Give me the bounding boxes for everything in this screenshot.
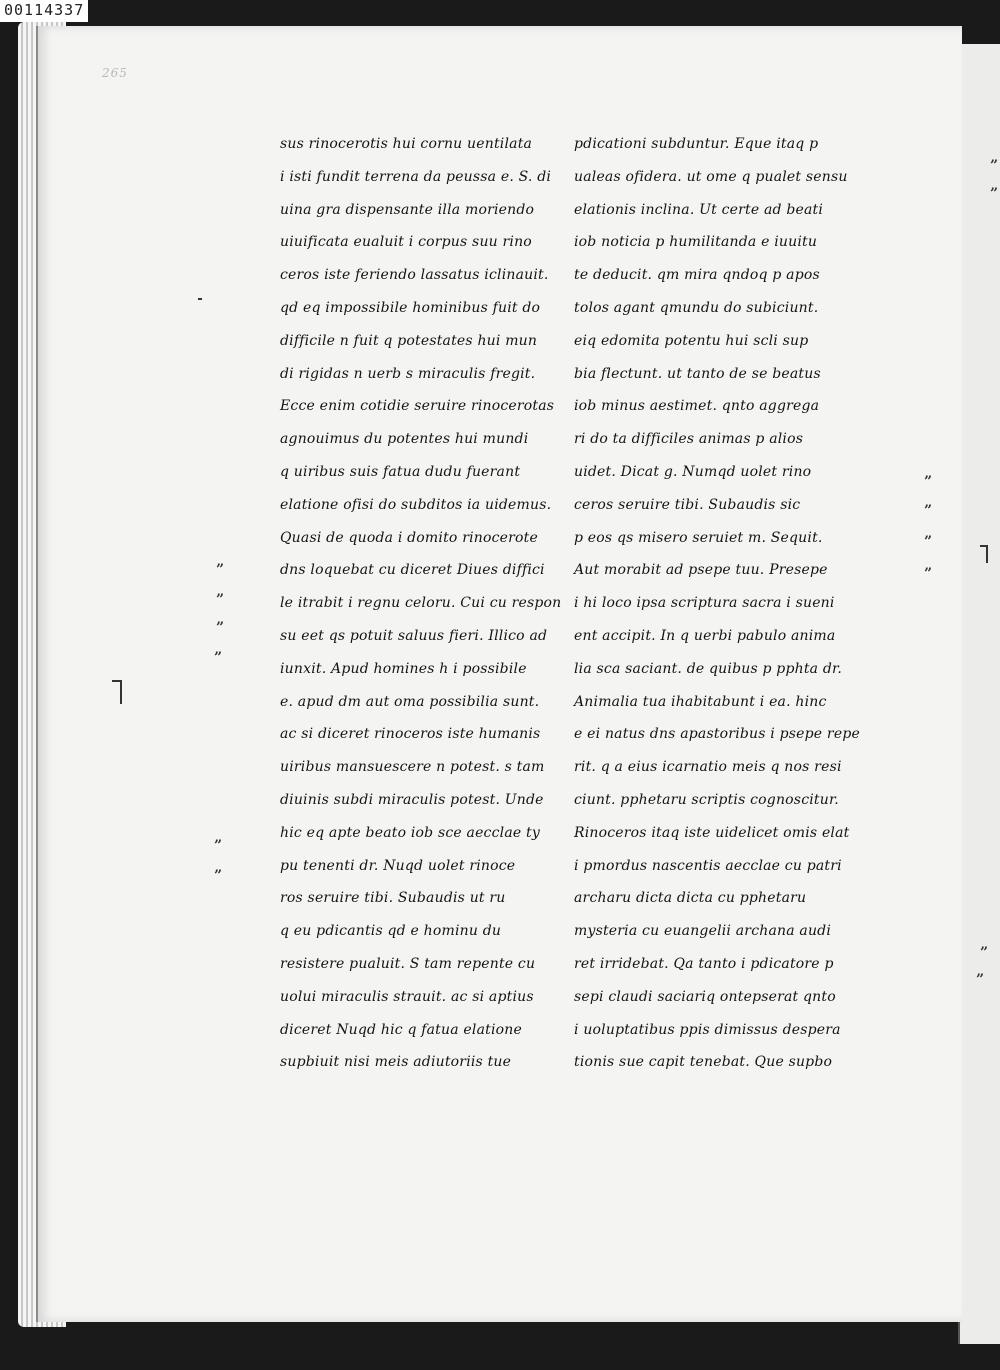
text-line: uina gra dispensante illa moriendo: [280, 201, 535, 218]
text-line: agnouimus du potentes hui mundi: [280, 431, 529, 448]
text-line: su eet qs potuit saluus fieri. Illico ad: [280, 627, 548, 644]
margin-mark: ”: [924, 566, 933, 582]
text-line: iob noticia p humilitanda e iuuitu: [574, 234, 818, 251]
text-line: archaru dicta dicta cu pphetaru: [574, 890, 807, 907]
text-line: qd eq impossibile hominibus fuit do: [280, 299, 541, 316]
text-line: mysteria cu euangelii archana audi: [574, 923, 832, 940]
margin-mark: ”: [990, 158, 999, 174]
text-line: diuinis subdi miraculis potest. Unde: [280, 791, 544, 808]
margin-mark: ”: [924, 474, 933, 490]
text-line: bia flectunt. ut tanto de se beatus: [574, 365, 821, 382]
margin-bracket: [980, 545, 988, 563]
text-line: tionis sue capit tenebat. Que supbo: [574, 1054, 833, 1071]
text-line: q uiribus suis fatua dudu fuerant: [280, 463, 521, 480]
margin-mark: ”: [990, 186, 999, 202]
text-line: q eu pdicantis qd e hominu du: [280, 923, 502, 940]
text-line: iob minus aestimet. qnto aggrega: [574, 398, 820, 415]
margin-mark: ”: [216, 620, 225, 636]
margin-mark: ”: [214, 650, 223, 666]
margin-mark: ”: [216, 592, 225, 608]
text-line: i isti fundit terrena da peussa e. S. di: [280, 168, 552, 185]
margin-bracket: [112, 680, 122, 704]
text-line: Aut morabit ad psepe tuu. Presepe: [574, 562, 828, 579]
text-line: eiq edomita potentu hui scli sup: [574, 332, 809, 349]
text-line: ros seruire tibi. Subaudis ut ru: [280, 890, 506, 907]
text-line: le itrabit i regnu celoru. Cui cu respon: [280, 595, 562, 612]
text-line: i pmordus nascentis aecclae cu patri: [574, 857, 842, 874]
text-line: sepi claudi saciariq ontepserat qnto: [574, 988, 836, 1005]
text-line: ri do ta difficiles animas p alios: [574, 431, 804, 448]
text-line: uidet. Dicat g. Numqd uolet rino: [574, 463, 812, 480]
text-line: ceros seruire tibi. Subaudis sic: [574, 496, 801, 513]
text-line: pu tenenti dr. Nuqd uolet rinoce: [280, 857, 516, 874]
text-line: diceret Nuqd hic q fatua elatione: [280, 1021, 522, 1038]
folio-number: 265: [102, 66, 128, 80]
text-line: pdicationi subduntur. Eque itaq p: [574, 136, 819, 152]
text-line: ciunt. pphetaru scriptis cognoscitur.: [574, 791, 839, 808]
text-line: supbiuit nisi meis adiutoriis tue: [280, 1054, 512, 1071]
text-line: iunxit. Apud homines h i possibile: [280, 660, 527, 677]
text-line: i hi loco ipsa scriptura sacra i sueni: [574, 595, 835, 612]
margin-mark: ”: [214, 838, 223, 854]
text-line: te deducit. qm mira qndoq p apos: [574, 267, 820, 284]
text-line: e. apud dm aut oma possibilia sunt.: [280, 693, 540, 710]
text-line: e ei natus dns apastoribus i psepe repe: [574, 726, 860, 743]
text-line: Animalia tua ihabitabunt i ea. hinc: [574, 693, 827, 710]
left-text-column: [280, 128, 580, 1079]
margin-mark: ”: [976, 972, 985, 988]
margin-mark: ”: [924, 503, 933, 519]
margin-mark: ”: [216, 562, 225, 578]
text-line: Rinoceros itaq iste uidelicet omis elat: [574, 824, 850, 841]
text-line: uiuificata eualuit i corpus suu rino: [280, 234, 532, 251]
right-text-column: [574, 128, 884, 1079]
text-line: hic eq apte beato iob sce aecclae ty: [280, 824, 540, 841]
text-line: elationis inclina. Ut certe ad beati: [574, 201, 824, 218]
text-line: Quasi de quoda i domito rinocerote: [280, 529, 538, 546]
text-line: p eos qs misero seruiet m. Sequit.: [574, 529, 823, 546]
text-line: uolui miraculis strauit. ac si aptius: [280, 988, 534, 1005]
margin-mark: ”: [924, 534, 933, 550]
text-line: uiribus mansuescere n potest. s tam: [280, 759, 545, 776]
text-line: ualeas ofidera. ut ome q pualet sensu: [574, 168, 848, 185]
image-id-label: 00114337: [0, 0, 88, 22]
text-line: difficile n fuit q potestates hui mun: [280, 332, 538, 349]
margin-dash: [198, 298, 202, 300]
margin-mark: ”: [214, 868, 223, 884]
text-line: rit. q a eius icarnatio meis q nos resi: [574, 759, 842, 776]
text-line: resistere pualuit. S tam repente cu: [280, 955, 536, 972]
text-line: tolos agant qmundu do subiciunt.: [574, 299, 819, 316]
margin-mark: ”: [980, 945, 989, 961]
text-line: ac si diceret rinoceros iste humanis: [280, 726, 541, 743]
text-line: lia sca saciant. de quibus p pphta dr.: [574, 660, 843, 677]
facing-page-edge: [958, 44, 1000, 1344]
text-line: di rigidas n uerb s miraculis fregit.: [280, 365, 536, 382]
text-line: ret irridebat. Qa tanto i pdicatore p: [574, 955, 834, 972]
text-line: elatione ofisi do subditos ia uidemus.: [280, 496, 552, 513]
text-line: Ecce enim cotidie seruire rinocerotas: [280, 398, 555, 415]
text-line: i uoluptatibus ppis dimissus despera: [574, 1021, 841, 1038]
text-line: sus rinocerotis hui cornu uentilata: [280, 136, 533, 152]
text-line: ceros iste feriendo lassatus iclinauit.: [280, 267, 549, 284]
text-line: dns loquebat cu diceret Diues diffici: [280, 562, 545, 579]
text-line: ent accipit. In q uerbi pabulo anima: [574, 627, 836, 644]
